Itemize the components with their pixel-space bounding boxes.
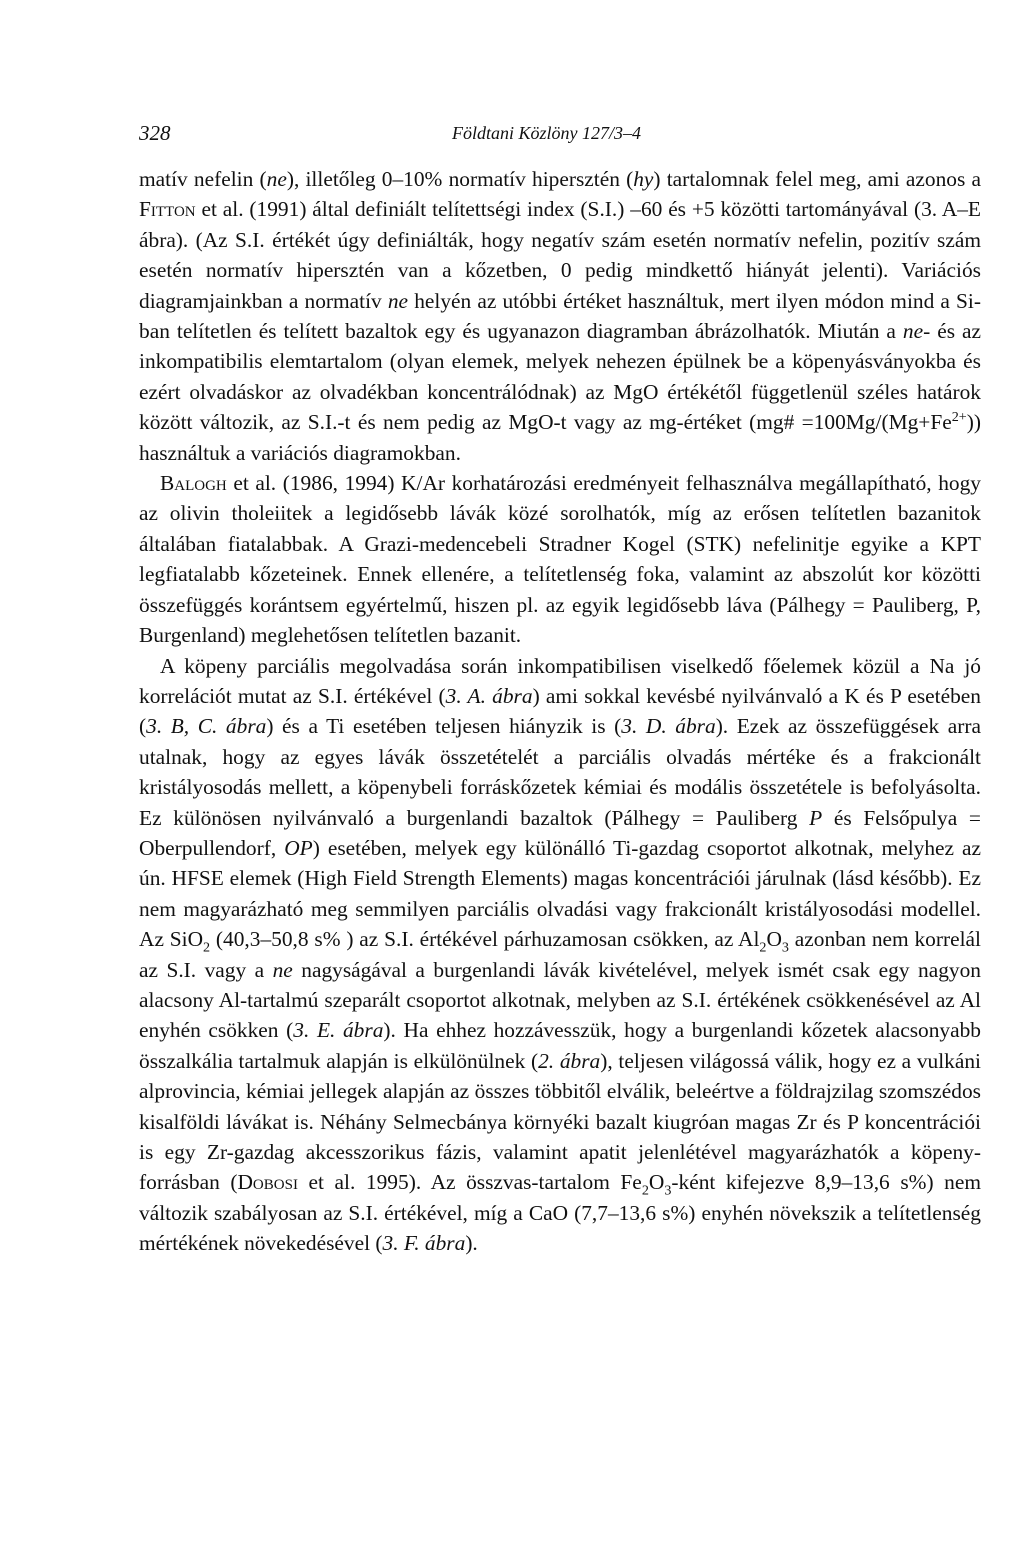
body-text [139, 164, 981, 1259]
paragraph: A köpeny parciális megolvadása során inkompatibilisen viselkedő főelemek közül a Na jó korrelációt mutat az S.I. értékével (3. A. ábra) ami sokkal kevésbé nyilvánvaló a K és P esetében (3. B, C. ábra) és a Ti esetében teljesen hiányzik is (3. D. ábra). Ezek az összefüggések arra utalnak, hogy az egyes lávák összetételét a parciális olvadás mértéke és a frakcionált kristályosodás mellett, a köpenybeli forráskőzetek kémiai és modális összetétele is befolyásolta. Ez különösen nyilvánvaló a burgenlandi bazaltok (Pálhegy = Pauliberg P és Felsőpulya = Oberpullendorf, OP) esetében, melyek egy különálló Ti-gazdag csoportot alkotnak, melyhez az ún. HFSE elemek (High Field Strength Elements) magas koncentrációi járulnak (lásd később). Ez nem magyarázható meg semmilyen parciális olvadási vagy frakcionált kristályosodási modellel. Az SiO$_2$ (40,3–50,8 s% ) az S.I. értékével párhuzamosan csökken, az $Al_2O_3$ azonban nem korrelál az S.I. vagy a ne nagyságával a burgenlandi lávák kivételével, melyek ismét csak egy nagyon alacsony Al-tartalmú szeparált csoportot alkotnak, melyben az S.I. értékének csökkenésével az Al enyhén csökken (3. E. ábra). Ha ehhez hozzávesszük, hogy a burgenlandi kőzetek alacsonyabb összalkália tartalmuk alapján is elkülönülnek (2. ábra), teljesen világossá válik, hogy ez a vulkáni alprovincia, kémiai jellegek alapján az összes többitől elválik, beleértve a földrajzilag szomszédos kisalföldi lávákat is. Néhány Selmecbánya környéki bazalt kiugróan magas Zr és P koncentrációi is egy Zr-gazdag akcesszorikus fázis, valamint apatit jelenlétével magyarázhatók a köpeny-forrásban (Dobosi et al. 1995). Az összvas-tartalom $Fe_2O_3$-ként kifejezve 8,9–13,6 s%) nem változik szabályosan az S.I. értékével, míg a CaO (7,7–13,6 s%) enyhén növekszik a telítetlenség mértékének növekedésével (3. F. ábra). [139, 653, 981, 1256]
paragraph: Balogh et al. (1986, 1994) K/Ar korhatározási eredményeit felhasználva megállapítható, hogy az olivin tholeiitek a legidősebb lávák közé sorolhatók, míg az erősen telítetlen bazanitok általában fiatalabbak. A Grazi-medencebeli Stradner Kogel (STK) nefelinitje egyike a KPT legfiatalabb kőzeteinek. Ennek ellenére, a telítetlenség foka, valamint az abszolút kor közötti összefüggés korántsem egyértelmű, hiszen pl. az egyik legidősebb láva (Pálhegy = Pauliberg, P, Burgenland) meglehetősen telítetlen bazanit. [139, 471, 981, 648]
page-header [139, 121, 979, 147]
paragraph: matív nefelin (ne), illetőleg 0–10% normatív hipersztén (hy) tartalomnak felel meg, ami azonos a Fitton et al. (1991) által definiált telítettségi index (S.I.) –60 és +5 közötti tartományával (3. A–E ábra). (Az S.I. értékét úgy definiálták, hogy negatív szám esetén normatív nefelin, pozitív szám esetén normatív hipersztén van a kőzetben, 0 pedig mindkettő hiányát jelenti). Variációs diagramjainkban a normatív ne helyén az utóbbi értéket használtuk, mert ilyen módon mind a Si-ban telítetlen és telített bazaltok egy és ugyanazon diagramban ábrázolhatók. Miután a ne- és az inkompatibilis elemtartalom (olyan elemek, melyek nehezen épülnek be a köpenyásványokba és ezért olvadáskor az olvadékban koncentrálódnak) az MgO értékétől függetlenül széles határok között változik, az S.I.-t és nem pedig az MgO-t vagy az mg-értéket (mg# $=100Mg/(Mg+Fe^{2+})$) használtuk a variációs diagramokban. [139, 167, 982, 465]
page-number: 328 [139, 121, 171, 145]
running-title: Földtani Közlöny 127/3–4 [452, 123, 641, 143]
